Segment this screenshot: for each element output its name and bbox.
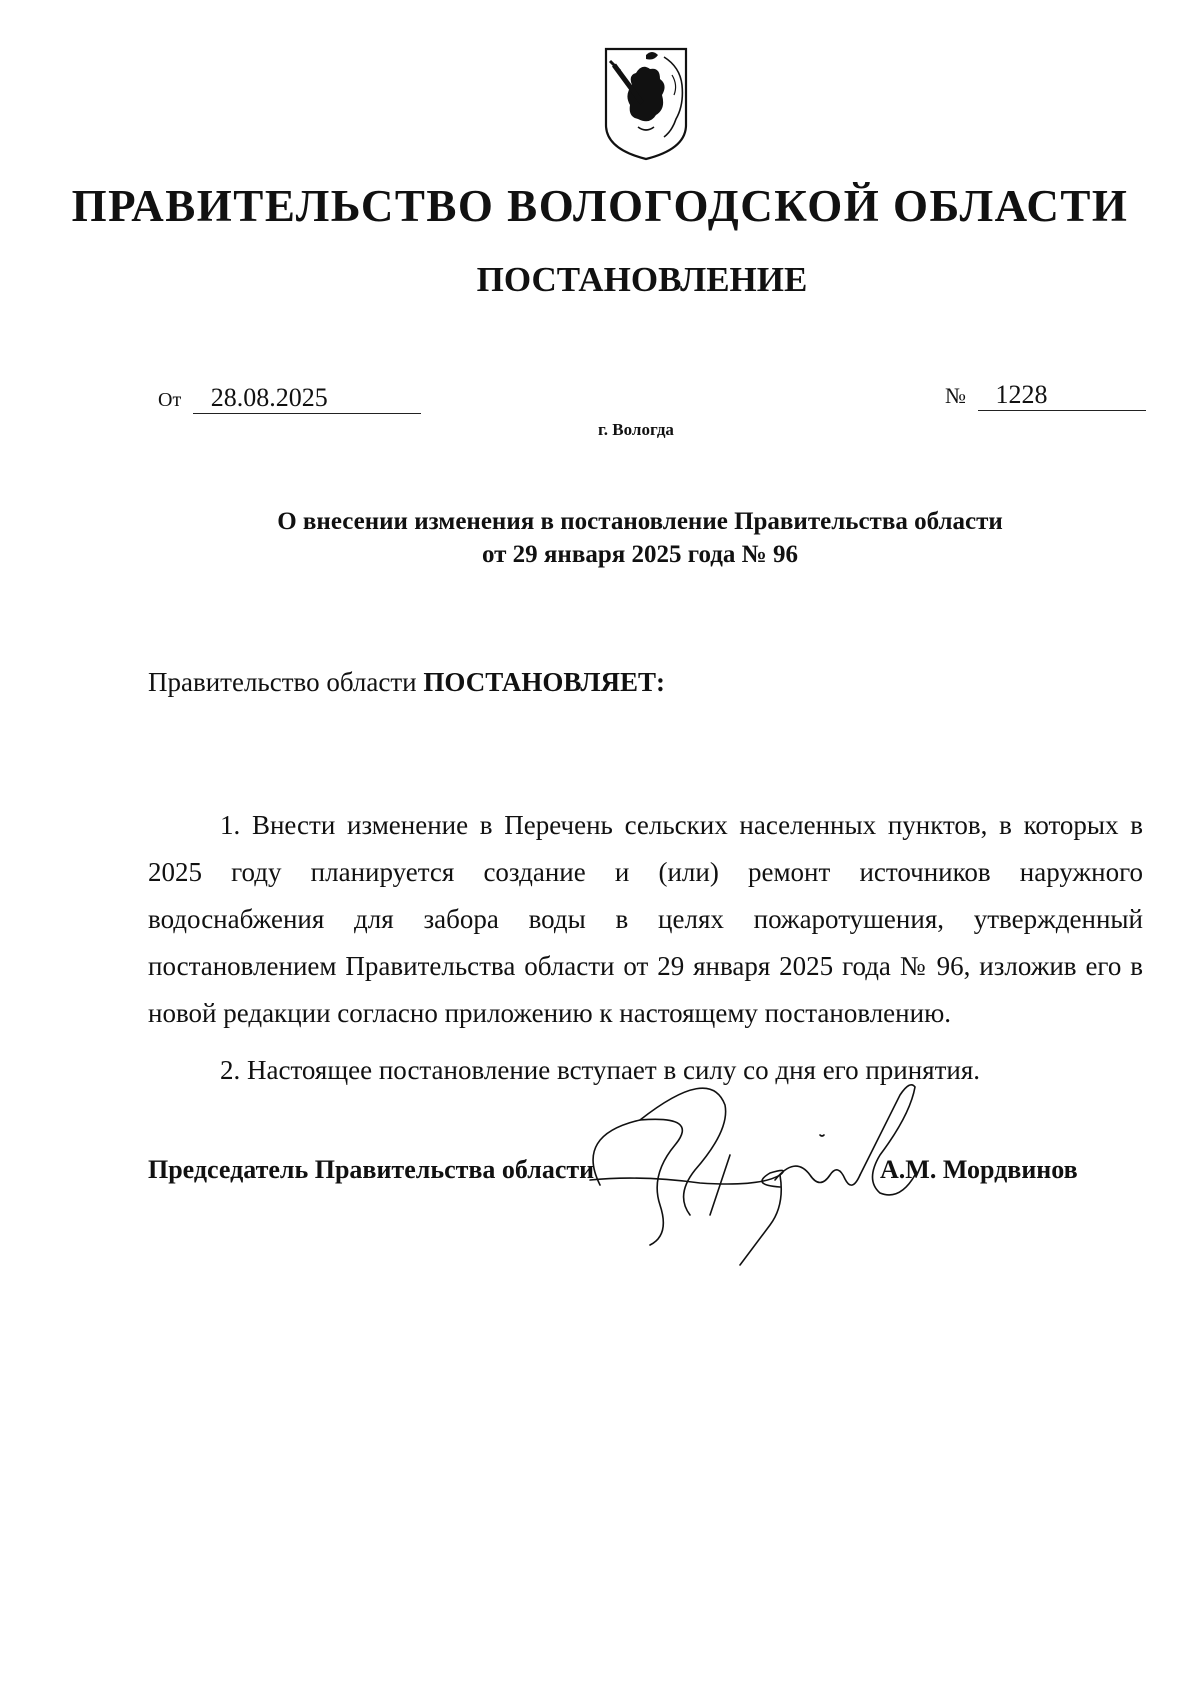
date-prefix: От — [158, 389, 182, 411]
document-type: ПОСТАНОВЛЕНИЕ — [476, 260, 808, 299]
organization-title: ПРАВИТЕЛЬСТВО ВОЛОГОДСКОЙ ОБЛАСТИ — [71, 181, 1129, 231]
subject-line-1: О внесении изменения в постановление Правительства области — [277, 508, 1003, 535]
decree-intro — [148, 667, 665, 698]
number-prefix: № — [945, 383, 966, 408]
number-value: 1228 — [978, 380, 1146, 411]
subject-line-2: от 29 января 2025 года № 96 — [481, 541, 799, 568]
date-value: 28.08.2025 — [193, 383, 421, 414]
city: г. Вологда — [598, 420, 674, 439]
signer-name: А.М. Мордвинов — [880, 1155, 1078, 1184]
handwritten-signature — [580, 1075, 940, 1275]
decree-item-1: 1. Внести изменение в Перечень сельских населенных пунктов, в которых в 2025 году планируется создание и (или) ремонт источников наружного водоснабжения для забора воды в целях пожаротушения, утвержденный постановлением Правительства области от 29 января 2025 года № 96, изложив его в новой редакции согласно приложению к настоящему постановлению. — [148, 810, 1143, 1028]
document-subject — [0, 505, 1200, 571]
intro-emphasis: ПОСТАНОВЛЯЕТ: — [423, 667, 665, 697]
intro-text: Правительство области — [148, 667, 417, 697]
document-date — [158, 383, 421, 414]
signer-role: Председатель Правительства области — [148, 1155, 595, 1184]
decree-item-2: 2. Настоящее постановление вступает в силу со дня его принятия. — [220, 1055, 981, 1085]
document-number — [945, 380, 1146, 411]
coat-of-arms-icon — [602, 45, 690, 163]
